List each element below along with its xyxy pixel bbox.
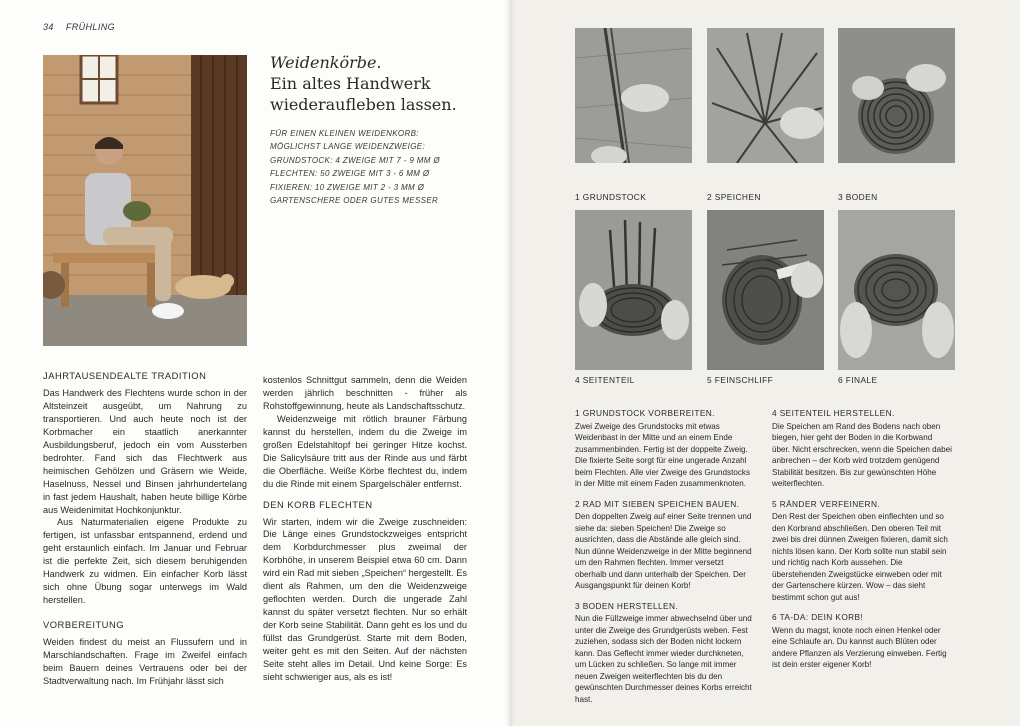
- step-block: [575, 601, 755, 706]
- body-paragraph: Weidenzweige mit rötlich brauner Färbung kannst du herstellen, indem du die Zweige im großen Edelstahltopf bei geringer Hitze kochst. Die Salicylsäure tritt aus der Rinde aus und färbt die Oberfläche. Weiße Körbe flechtest du, indem du die Rinde mit einem Spargelschäler entfernst.: [263, 413, 467, 489]
- step-photo-finale: [838, 210, 955, 370]
- step-photo-seitenteil: [575, 210, 692, 370]
- body-paragraph: Wir starten, indem wir die Zweige zuschneiden: Die Länge eines Grundstockzweiges entspricht dem Korbdurchmesser plus zweimal der Korbhöhe, in unserem Beispiel etwa 60 cm. Dann wird ein Rad mit sieben „Speichen“ hergestellt. Es dient als Rahmen, um den die Weidenzweige geflochten werden. Durch die ungerade Zahl kannst du später versetzt flechten. Nur so erhält der Korb seine Stabilität. Dann geht es los und du füllst das Grundgerüst. Starte mit dem Boden, weiter geht es mit den Seiten. Auf der nächsten Seite steht alles im Detail. Und keine Sorge: Es sieht schwieriger aus, als es ist!: [263, 516, 467, 682]
- materials-line: MÖGLICHST LANGE WEIDENZWEIGE:: [270, 142, 426, 152]
- materials-line: FÜR EINEN KLEINEN WEIDENKORB:: [270, 129, 419, 138]
- photo-caption: 5 FEINSCHLIFF: [707, 375, 774, 385]
- section-title: FRÜHLING: [65, 22, 116, 32]
- materials-line: FIXIEREN: 10 ZWEIGE MIT 2 - 3 MM Ø: [270, 182, 425, 192]
- step-photo-speichen: [707, 28, 824, 163]
- step-heading: 2 RAD MIT SIEBEN SPEICHEN BAUEN.: [575, 498, 740, 509]
- body-paragraph: Aus Naturmaterialien eigene Produkte zu fertigen, ist unfassbar entspannend, erdend und geht erstaunlich einfach. Im Januar und Februar ist die perfekte Zeit, sich diesem beruhigenden Handwerk zu widmen. Ein einfacher Korb lässt sich ohne Übung sogar unterwegs im Wald herstellen.: [43, 517, 247, 606]
- step-heading: 5 RÄNDER VERFEINERN.: [772, 498, 881, 509]
- text-column-left: [43, 370, 247, 688]
- photo-caption: 1 GRUNDSTOCK: [575, 192, 647, 202]
- steps-column-right: [772, 408, 952, 680]
- materials-line: GRUNDSTOCK: 4 ZWEIGE MIT 7 - 9 MM Ø: [270, 155, 440, 165]
- step-block: [575, 499, 755, 592]
- title-line-3: wiederaufleben lassen.: [270, 95, 457, 114]
- steps-column-left: [575, 408, 755, 714]
- step-heading: 3 BODEN HERSTELLEN.: [575, 600, 679, 611]
- section-heading-tradition: JAHRTAUSENDEALTE TRADITION: [43, 370, 207, 381]
- page-number: 34: [43, 22, 54, 32]
- step-photo-feinschliff: [707, 210, 824, 370]
- step-text: Den doppelten Zweig auf einer Seite trennen und siehe da: sieben Speichen! Die Zweige so ausrichten, dass die Abstände alle gleich sind. Nun dünne Weidenzweige in der Mitte beginnend um den Rahmen flechten. Immer versetzt oberhalb und dann unterhalb der Speichen. Der Ausgangspunkt für deinen Korb!: [575, 512, 752, 590]
- step-text: Die Speichen am Rand des Bodens nach oben biegen, hier geht der Boden in die Korbwand über. Nicht erschrecken, wenn die Speichen dabei anbrechen – der Korb wird trotzdem genügend Stabilität besitzen. Bis zur gewünschten Höhe weiterflechten.: [772, 421, 952, 488]
- photo-caption: 6 FINALE: [838, 375, 878, 385]
- book-gutter: [505, 0, 515, 726]
- body-paragraph: Das Handwerk des Flechtens wurde schon in der Altsteinzeit ausgeübt, um Nahrung zu transportieren. Und auch heute noch ist der Korbmacher ein staatlich anerkannter Ausbildungsberuf, jedoch ein vom Aussterben bedrohter. Fand sich das Flechtwerk aus heimischen Gehölzen und Gräsern wie Weide, Haselnuss, Nessel und Binsen jahrhundertelang in fast jedem Haushalt, haben heute billige Körbe aus Weidenimitat Hochkonjunktur.: [43, 387, 247, 515]
- photo-caption: 3 BODEN: [838, 192, 878, 202]
- step-block: [772, 499, 952, 604]
- step-text: Den Rest der Speichen oben einflechten und so den Korbrand abschließen. Den oberen Teil mit zwei bis drei dünnen Zweigen fixieren, damit sich nichts lösen kann. Der Korb sollte nun stabil sein und richtig nach Korb aussehen. Die überstehenden Zweigstücke einweben oder mit der Gartenschere kürzen. Wow – das sieht bestimmt schon gut aus!: [772, 512, 948, 602]
- step-heading: 1 GRUNDSTOCK VORBEREITEN.: [575, 408, 715, 418]
- hero-photo-man-with-basket: [43, 55, 247, 346]
- step-text: Wenn du magst, knote noch einen Henkel oder eine Schlaufe an. Du kannst auch Blüten oder andere Pflanzen als Verzierung einweben. Fertig ist dein erster eigener Korb!: [772, 625, 947, 669]
- running-head: [43, 22, 115, 32]
- title-line-1: Weidenkörbe.: [270, 53, 382, 72]
- text-column-middle: [263, 374, 467, 684]
- section-heading-weaving: DEN KORB FLECHTEN: [263, 498, 373, 510]
- materials-line: FLECHTEN: 50 ZWEIGE MIT 3 - 6 MM Ø: [270, 169, 430, 179]
- step-heading: 4 SEITENTEIL HERSTELLEN.: [772, 408, 895, 418]
- step-photo-boden: [838, 28, 955, 163]
- title-line-2: Ein altes Handwerk: [270, 74, 431, 93]
- section-heading-preparation: VORBEREITUNG: [43, 619, 125, 631]
- body-paragraph: kostenlos Schnittgut sammeln, denn die Weiden werden jährlich beschnitten - früher als Rohstoffgewinnung, heute als Landschaftsschutz.: [263, 375, 467, 411]
- step-block: [575, 408, 755, 490]
- step-text: Zwei Zweige des Grundstocks mit etwas Weidenbast in der Mitte und an einem Ende zusammenbinden. Fertig ist der doppelte Zweig. Die fixierte Seite sorgt für eine ungerade Anzahl beim Flechten. Alle vier Zweige des Grundstocks in der Mitte mit einem Faden zusammenknoten.: [575, 421, 750, 488]
- body-paragraph: Weiden findest du meist an Flussufern und in Marschlandschaften. Frage im Zweifel einfach beim Bauern deines Vertrauens oder bei der Stadtverwaltung nach. Im Frühjahr lässt sich: [43, 637, 247, 686]
- materials-list: [270, 127, 490, 207]
- step-photo-grundstock: [575, 28, 692, 163]
- step-block: [772, 408, 952, 490]
- step-block: [772, 612, 952, 671]
- article-title: [270, 52, 490, 115]
- materials-line: GARTENSCHERE ODER GUTES MESSER: [270, 196, 439, 206]
- step-text: Nun die Füllzweige immer abwechselnd über und unter die Zweige des Grundgerüsts weben. Fest zuziehen, sodass sich der Boden nicht lockern kann. Das Geflecht immer wieder durchkneten, um Lücken zu schließen. So lange mit immer neuen Zweigen weiterflechten bis du den gewünschten Durchmesser deines Korbs erreicht hast.: [575, 614, 752, 704]
- step-heading: 6 TA-DA: DEIN KORB!: [772, 612, 864, 622]
- photo-caption: 2 SPEICHEN: [707, 192, 761, 202]
- photo-caption: 4 SEITENTEIL: [575, 375, 635, 385]
